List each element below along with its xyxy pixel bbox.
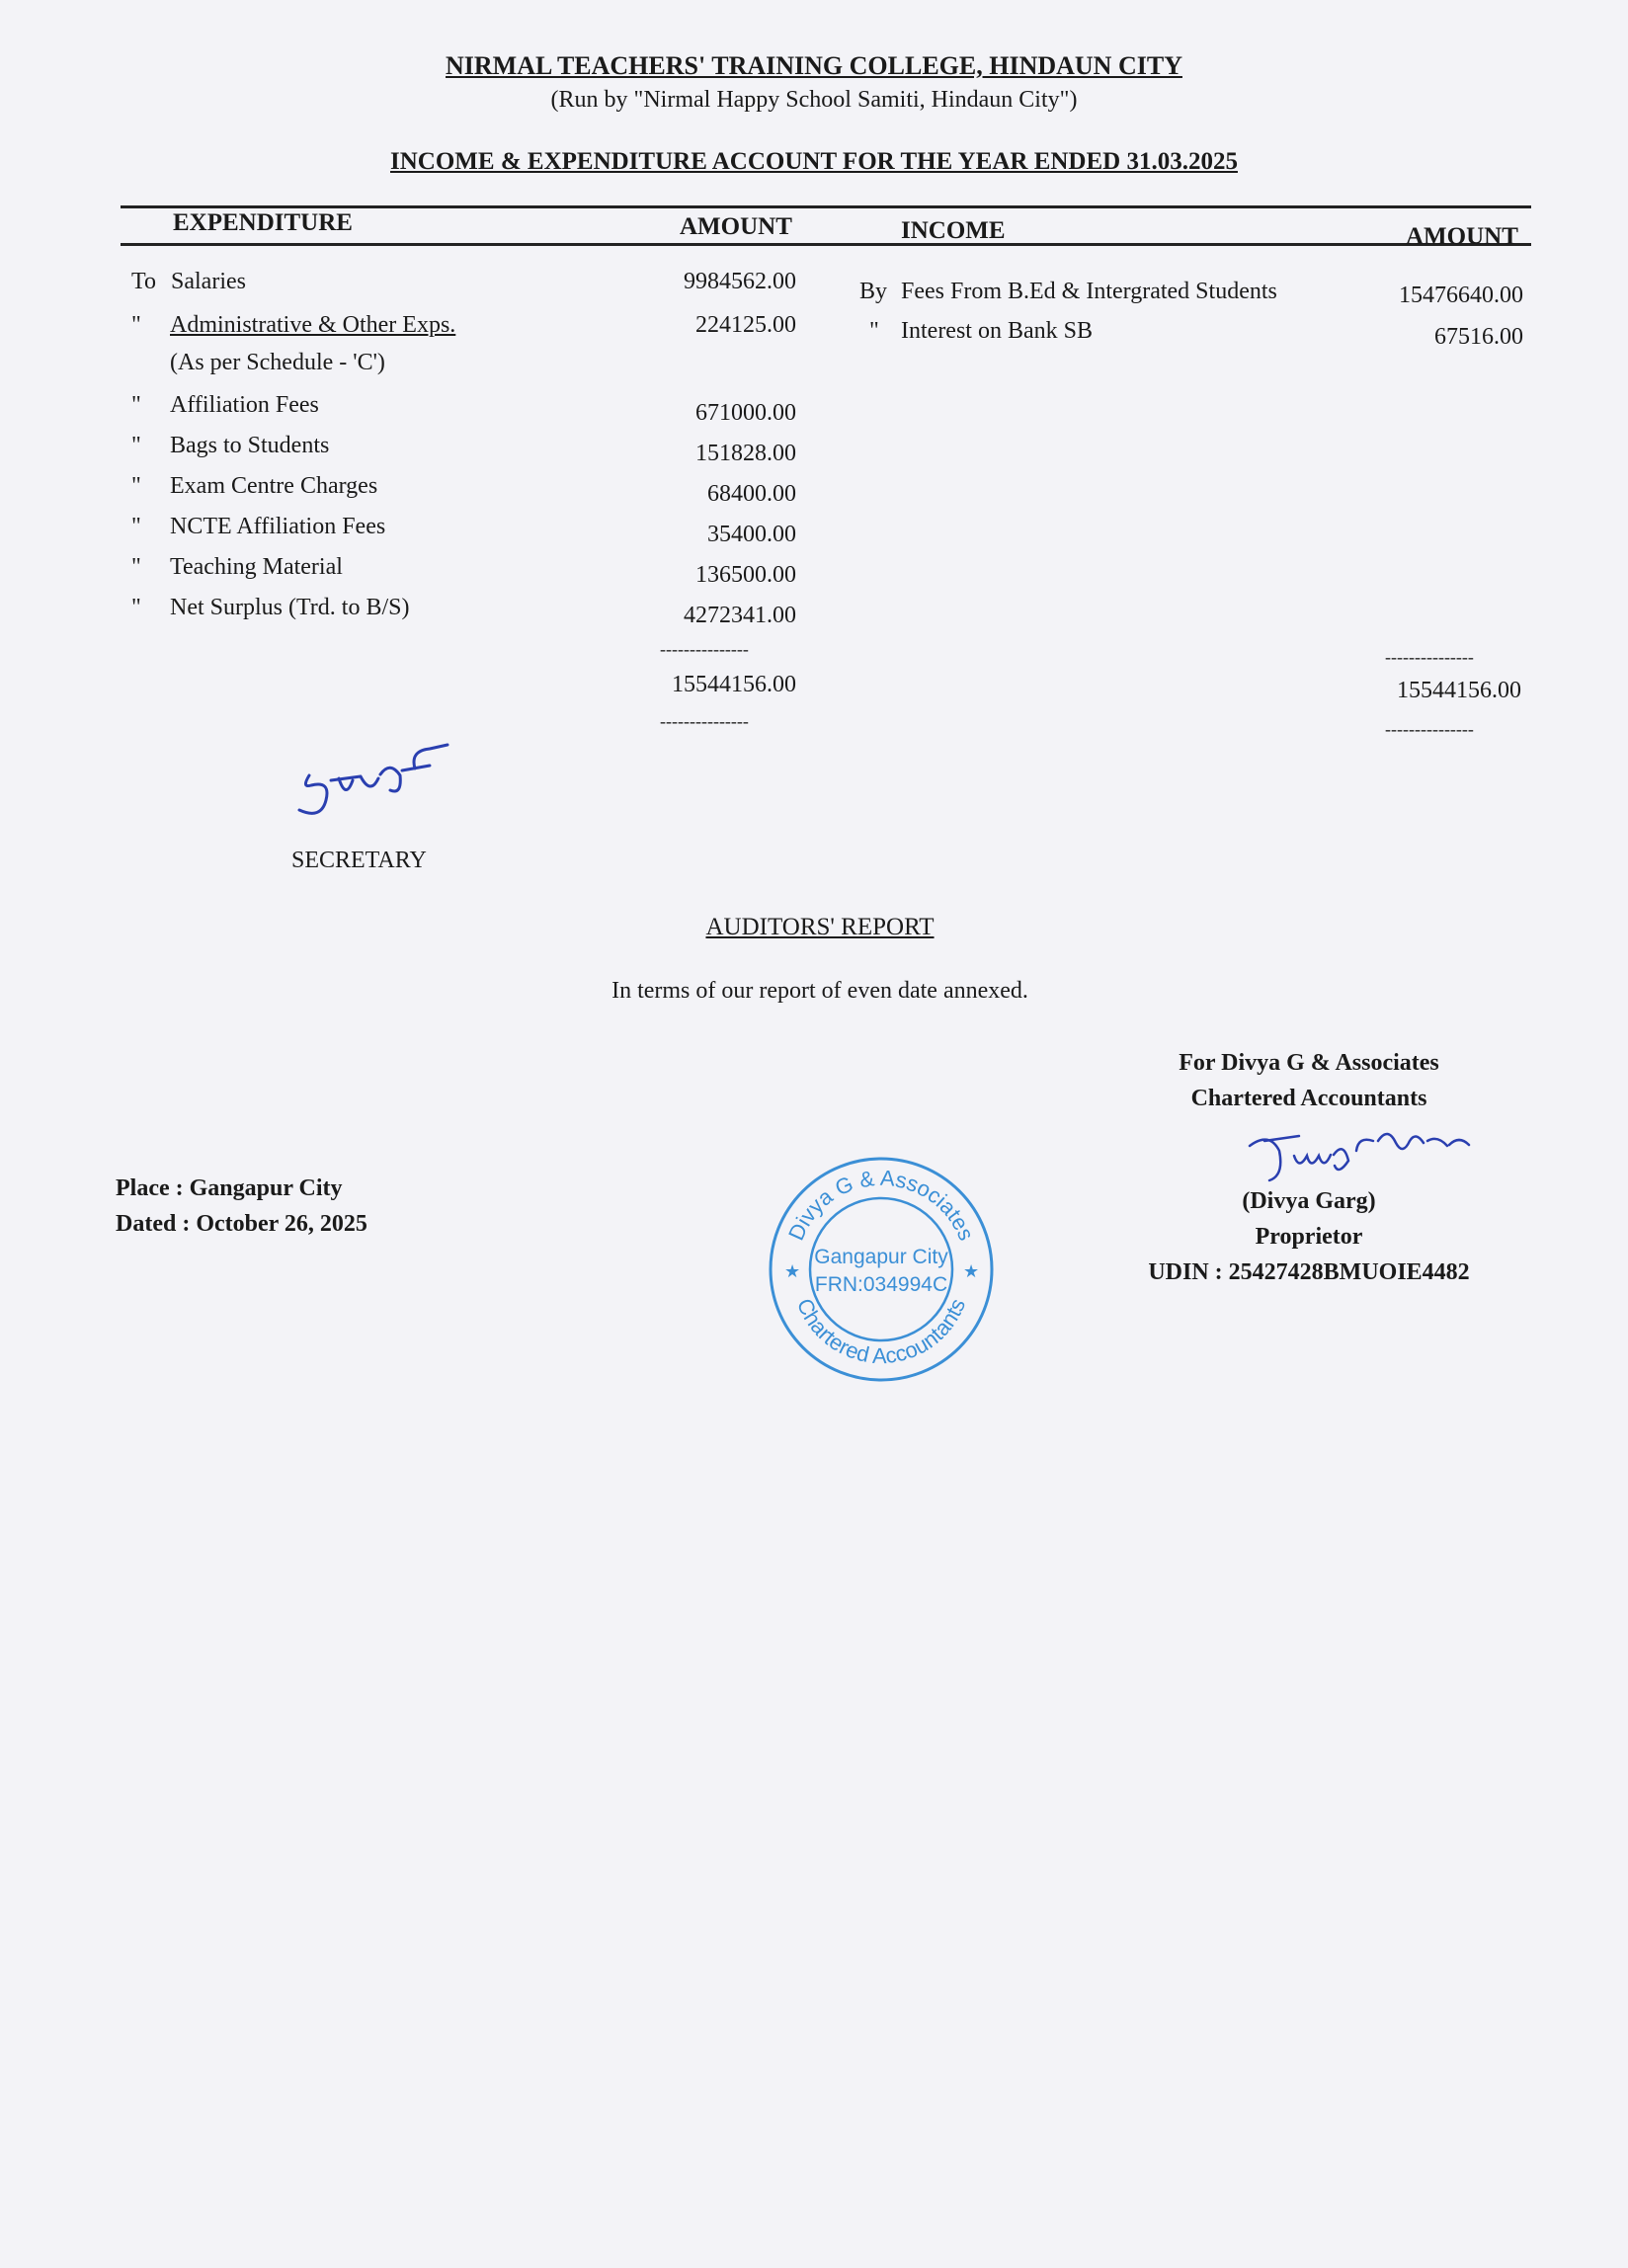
expenditure-prefix: " <box>131 473 141 499</box>
auditor-seal-stamp <box>763 1151 1000 1388</box>
college-title: NIRMAL TEACHERS' TRAINING COLLEGE, HINDAUN CITY <box>446 51 1182 80</box>
expenditure-amount: 4272341.00 <box>684 603 796 628</box>
expenditure-amount: 224125.00 <box>695 312 796 338</box>
expenditure-prefix: " <box>131 514 141 539</box>
secretary-label: SECRETARY <box>291 848 427 873</box>
expenditure-amount: 68400.00 <box>707 481 796 507</box>
expenditure-amount: 9984562.00 <box>684 269 796 294</box>
income-amount: 67516.00 <box>1434 324 1523 350</box>
expenditure-label: (As per Schedule - 'C') <box>170 350 385 375</box>
expenditure-amount: 671000.00 <box>695 400 796 426</box>
place-date-block <box>116 1171 367 1242</box>
stamp-inner-line1: Gangapur City <box>814 1246 948 1268</box>
table-header-rule <box>121 243 1531 246</box>
expenditure-label: Affiliation Fees <box>170 392 319 418</box>
run-by-line: (Run by "Nirmal Happy School Samiti, Hindaun City") <box>550 87 1078 113</box>
place-line: Place : Gangapur City <box>116 1175 343 1201</box>
firm-type: Chartered Accountants <box>1190 1086 1427 1111</box>
dated-line: Dated : October 26, 2025 <box>116 1211 367 1237</box>
account-title: INCOME & EXPENDITURE ACCOUNT FOR THE YEAR ENDED 31.03.2025 <box>390 148 1238 175</box>
dash-line-right-top: --------------- <box>1385 647 1474 667</box>
income-label: Fees From B.Ed & Intergrated Students <box>901 279 1277 304</box>
expenditure-prefix: " <box>131 595 141 620</box>
auditor-name: (Divya Garg) <box>1242 1188 1376 1214</box>
expenditure-amount: 35400.00 <box>707 522 796 547</box>
auditor-block <box>1116 1183 1502 1290</box>
dash-line-right-bottom: --------------- <box>1385 719 1474 739</box>
expenditure-amount: 151828.00 <box>695 441 796 466</box>
stamp-inner-line2: FRN:034994C <box>814 1273 948 1296</box>
secretary-signature <box>291 741 459 830</box>
stamp-star-icon: ★ <box>784 1261 801 1281</box>
col-income: INCOME <box>901 217 1006 244</box>
col-amount-left: AMOUNT <box>680 213 792 240</box>
expenditure-prefix: " <box>131 554 141 580</box>
table-top-rule <box>121 205 1531 208</box>
stamp-outer-top: Divya G & Associates <box>783 1165 980 1245</box>
total-left: 15544156.00 <box>672 672 796 697</box>
expenditure-label: Administrative & Other Exps. <box>170 312 456 338</box>
stamp-star-icon: ★ <box>963 1261 980 1281</box>
income-label: Interest on Bank SB <box>901 318 1093 344</box>
auditors-report-text: In terms of our report of even date annexed. <box>611 978 1028 1004</box>
expenditure-label: NCTE Affiliation Fees <box>170 514 386 539</box>
svg-text:Chartered Accountants <box>792 1295 970 1368</box>
dash-line-left-bottom: --------------- <box>660 711 749 731</box>
total-right: 15544156.00 <box>1397 678 1521 703</box>
expenditure-label: Exam Centre Charges <box>170 473 378 499</box>
auditor-designation: Proprietor <box>1255 1224 1363 1250</box>
expenditure-prefix: " <box>131 312 141 338</box>
expenditure-prefix: To <box>131 269 156 294</box>
expenditure-label: Salaries <box>171 269 246 294</box>
svg-text:Divya G & Associates <box>783 1166 979 1245</box>
income-prefix: By <box>859 279 888 304</box>
expenditure-label: Net Surplus (Trd. to B/S) <box>170 595 410 620</box>
auditors-report-title: AUDITORS' REPORT <box>705 914 935 940</box>
auditor-udin: UDIN : 25427428BMUOIE4482 <box>1148 1259 1470 1285</box>
dash-line-left-top: --------------- <box>660 639 749 659</box>
auditor-signature <box>1240 1121 1477 1190</box>
col-amount-right: AMOUNT <box>1406 223 1518 250</box>
firm-block <box>1136 1045 1482 1116</box>
income-amount: 15476640.00 <box>1399 283 1523 308</box>
firm-name: For Divya G & Associates <box>1179 1050 1439 1076</box>
expenditure-prefix: " <box>131 433 141 458</box>
stamp-outer-bottom: Chartered Accountants <box>791 1294 971 1369</box>
col-expenditure: EXPENDITURE <box>173 209 353 236</box>
expenditure-amount: 136500.00 <box>695 562 796 588</box>
expenditure-label: Teaching Material <box>170 554 343 580</box>
expenditure-prefix: " <box>131 392 141 418</box>
income-prefix: " <box>869 318 879 344</box>
expenditure-label: Bags to Students <box>170 433 330 458</box>
